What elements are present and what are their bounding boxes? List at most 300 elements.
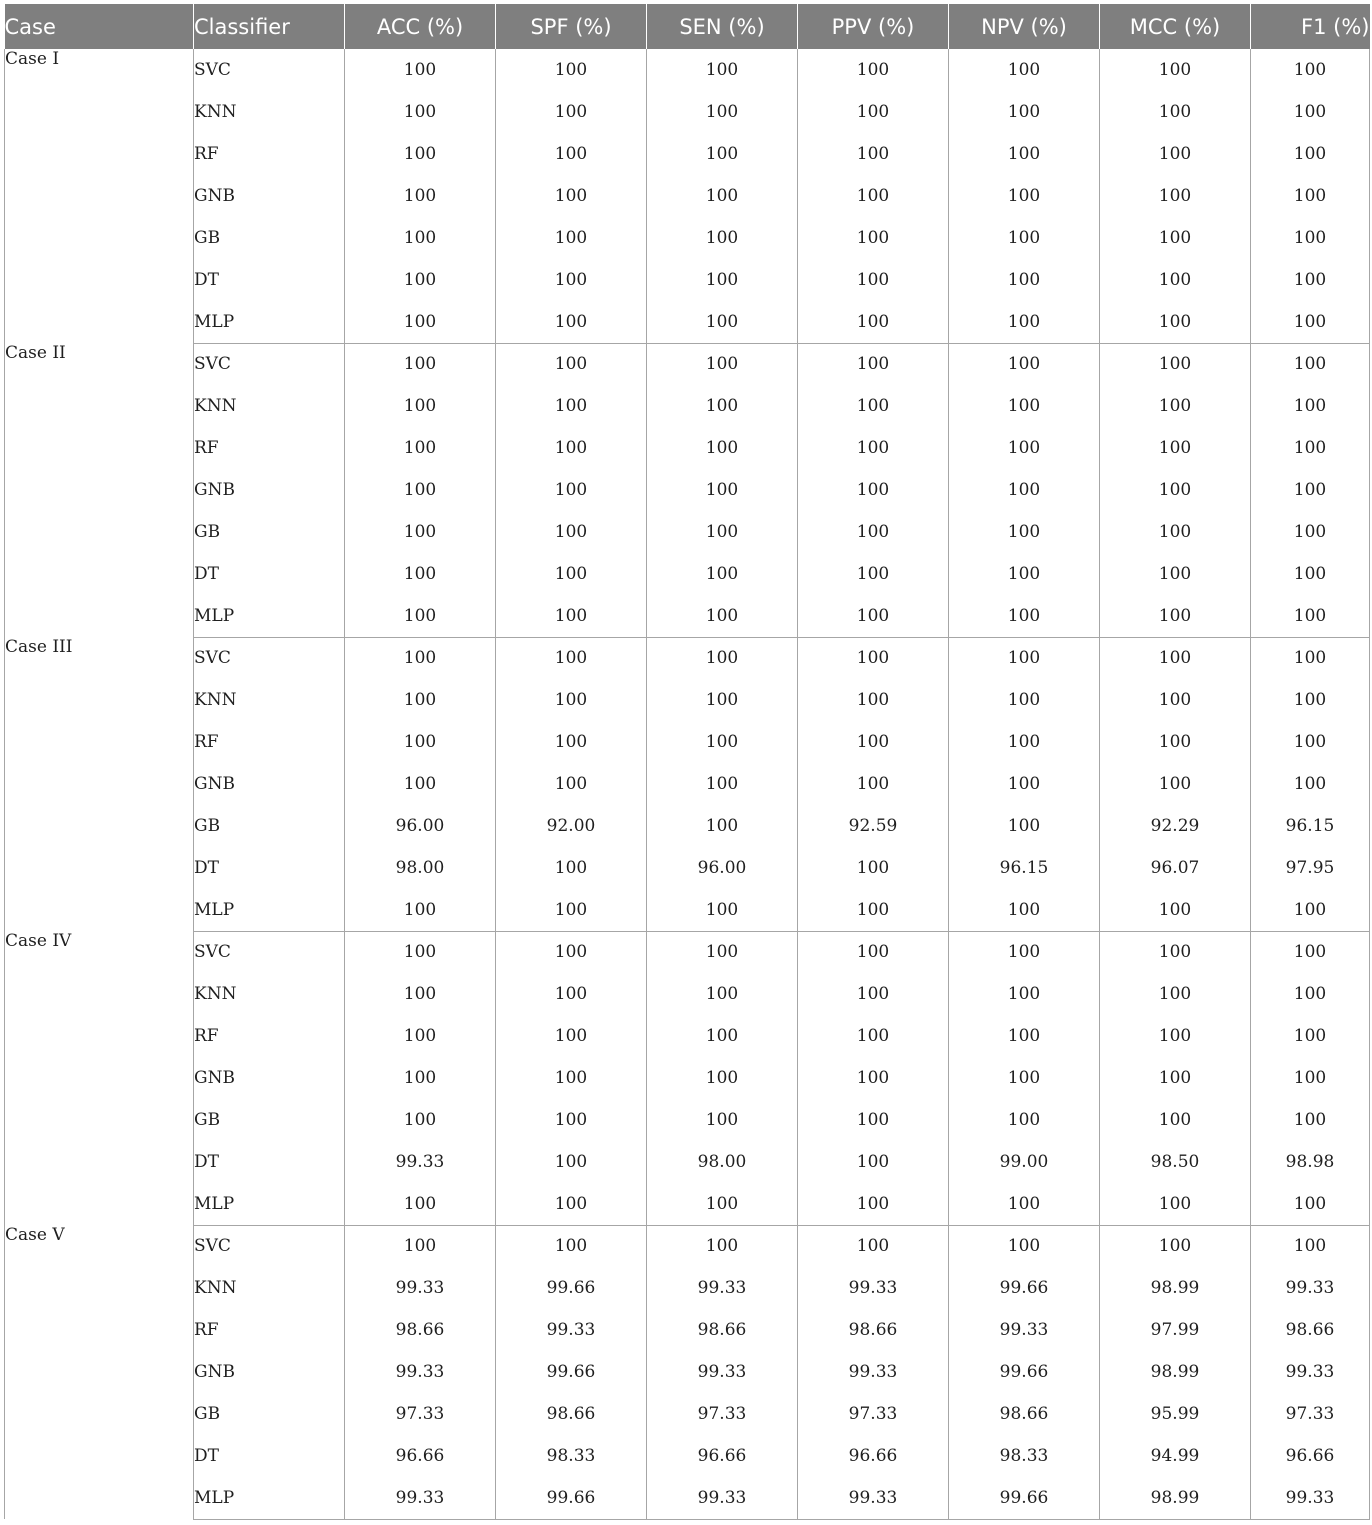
ppv-cell: 100 [798,217,949,259]
table-header [5,4,1370,49]
sen-cell: 100 [647,721,798,763]
mcc-cell: 100 [1100,511,1251,553]
acc-cell: 99.33 [345,1141,496,1183]
npv-cell: 100 [949,343,1100,385]
acc-cell: 100 [345,973,496,1015]
classifier-cell: GB [194,805,345,847]
spf-cell: 92.00 [496,805,647,847]
spf-cell: 100 [496,133,647,175]
classifier-cell: KNN [194,679,345,721]
mcc-cell: 92.29 [1100,805,1251,847]
mcc-cell: 100 [1100,763,1251,805]
sen-cell: 99.33 [647,1267,798,1309]
table-row [5,1015,1370,1057]
mcc-cell: 100 [1100,1099,1251,1141]
table-row [5,217,1370,259]
mcc-cell: 100 [1100,1057,1251,1099]
classifier-cell: DT [194,553,345,595]
ppv-cell: 100 [798,721,949,763]
acc-cell: 100 [345,175,496,217]
classifier-cell: GB [194,1099,345,1141]
table-row [5,343,1370,385]
npv-cell: 100 [949,259,1100,301]
sen-cell: 98.66 [647,1309,798,1351]
mcc-cell: 100 [1100,175,1251,217]
acc-cell: 99.33 [345,1351,496,1393]
ppv-cell: 100 [798,1141,949,1183]
table-row [5,301,1370,343]
npv-cell: 98.33 [949,1435,1100,1477]
classifier-cell: SVC [194,343,345,385]
ppv-cell: 100 [798,427,949,469]
acc-cell: 100 [345,1099,496,1141]
table-row [5,1183,1370,1225]
header-classifier: Classifier [194,4,345,49]
header-acc: ACC (%) [345,4,496,49]
npv-cell: 100 [949,427,1100,469]
acc-cell: 100 [345,637,496,679]
acc-cell: 100 [345,259,496,301]
sen-cell: 100 [647,1099,798,1141]
sen-cell: 99.33 [647,1351,798,1393]
acc-cell: 99.33 [345,1267,496,1309]
mcc-cell: 100 [1100,931,1251,973]
header-sen: SEN (%) [647,4,798,49]
table-row [5,175,1370,217]
classifier-cell: RF [194,721,345,763]
sen-cell: 100 [647,343,798,385]
acc-cell: 97.33 [345,1393,496,1435]
mcc-cell: 100 [1100,217,1251,259]
table-row [5,1309,1370,1351]
case-label: Case I [5,49,194,343]
mcc-cell: 100 [1100,1183,1251,1225]
mcc-cell: 100 [1100,385,1251,427]
f1-cell: 100 [1251,427,1370,469]
mcc-cell: 100 [1100,301,1251,343]
spf-cell: 99.33 [496,1309,647,1351]
spf-cell: 100 [496,1099,647,1141]
f1-cell: 99.33 [1251,1351,1370,1393]
table-row [5,721,1370,763]
ppv-cell: 97.33 [798,1393,949,1435]
npv-cell: 96.15 [949,847,1100,889]
f1-cell: 98.98 [1251,1141,1370,1183]
spf-cell: 100 [496,637,647,679]
ppv-cell: 100 [798,1099,949,1141]
sen-cell: 100 [647,595,798,637]
mcc-cell: 100 [1100,343,1251,385]
classifier-cell: DT [194,1435,345,1477]
classifier-cell: DT [194,1141,345,1183]
spf-cell: 100 [496,301,647,343]
npv-cell: 100 [949,511,1100,553]
sen-cell: 100 [647,931,798,973]
sen-cell: 100 [647,889,798,931]
sen-cell: 100 [647,1015,798,1057]
acc-cell: 100 [345,49,496,91]
spf-cell: 100 [496,679,647,721]
f1-cell: 96.15 [1251,805,1370,847]
acc-cell: 100 [345,217,496,259]
npv-cell: 100 [949,91,1100,133]
mcc-cell: 100 [1100,133,1251,175]
acc-cell: 100 [345,427,496,469]
classifier-cell: MLP [194,595,345,637]
classifier-cell: RF [194,1015,345,1057]
table-row [5,511,1370,553]
sen-cell: 100 [647,217,798,259]
ppv-cell: 100 [798,889,949,931]
header-ppv: PPV (%) [798,4,949,49]
f1-cell: 97.33 [1251,1393,1370,1435]
f1-cell: 100 [1251,217,1370,259]
acc-cell: 100 [345,511,496,553]
ppv-cell: 98.66 [798,1309,949,1351]
header-npv: NPV (%) [949,4,1100,49]
spf-cell: 100 [496,973,647,1015]
spf-cell: 100 [496,49,647,91]
f1-cell: 100 [1251,49,1370,91]
acc-cell: 96.00 [345,805,496,847]
acc-cell: 99.33 [345,1477,496,1519]
npv-cell: 100 [949,637,1100,679]
f1-cell: 100 [1251,1015,1370,1057]
table-body [5,49,1370,1519]
table-row [5,889,1370,931]
f1-cell: 100 [1251,1057,1370,1099]
case-label: Case V [5,1225,194,1519]
spf-cell: 100 [496,259,647,301]
ppv-cell: 100 [798,553,949,595]
spf-cell: 99.66 [496,1477,647,1519]
sen-cell: 100 [647,637,798,679]
ppv-cell: 100 [798,931,949,973]
f1-cell: 99.33 [1251,1267,1370,1309]
mcc-cell: 100 [1100,1225,1251,1267]
spf-cell: 99.66 [496,1351,647,1393]
acc-cell: 100 [345,385,496,427]
acc-cell: 100 [345,889,496,931]
mcc-cell: 100 [1100,973,1251,1015]
sen-cell: 100 [647,175,798,217]
classifier-cell: RF [194,133,345,175]
results-table [4,4,1370,1520]
classifier-cell: SVC [194,49,345,91]
sen-cell: 96.00 [647,847,798,889]
sen-cell: 100 [647,49,798,91]
classifier-cell: MLP [194,889,345,931]
classifier-cell: GB [194,511,345,553]
acc-cell: 100 [345,133,496,175]
npv-cell: 100 [949,1015,1100,1057]
mcc-cell: 100 [1100,679,1251,721]
npv-cell: 100 [949,133,1100,175]
npv-cell: 100 [949,469,1100,511]
table-row [5,973,1370,1015]
classifier-cell: GNB [194,469,345,511]
ppv-cell: 100 [798,1015,949,1057]
spf-cell: 100 [496,1057,647,1099]
mcc-cell: 100 [1100,889,1251,931]
mcc-cell: 98.50 [1100,1141,1251,1183]
sen-cell: 100 [647,427,798,469]
ppv-cell: 100 [798,133,949,175]
classifier-cell: KNN [194,91,345,133]
header-spf: SPF (%) [496,4,647,49]
ppv-cell: 100 [798,679,949,721]
f1-cell: 100 [1251,1183,1370,1225]
f1-cell: 100 [1251,595,1370,637]
npv-cell: 100 [949,763,1100,805]
classifier-cell: RF [194,1309,345,1351]
classifier-cell: GB [194,217,345,259]
spf-cell: 100 [496,1141,647,1183]
table-row [5,133,1370,175]
ppv-cell: 100 [798,637,949,679]
mcc-cell: 100 [1100,259,1251,301]
f1-cell: 100 [1251,1099,1370,1141]
mcc-cell: 100 [1100,1015,1251,1057]
ppv-cell: 100 [798,175,949,217]
npv-cell: 99.33 [949,1309,1100,1351]
classifier-cell: GNB [194,175,345,217]
ppv-cell: 99.33 [798,1267,949,1309]
acc-cell: 100 [345,679,496,721]
spf-cell: 100 [496,763,647,805]
mcc-cell: 96.07 [1100,847,1251,889]
mcc-cell: 100 [1100,637,1251,679]
f1-cell: 100 [1251,175,1370,217]
acc-cell: 100 [345,91,496,133]
npv-cell: 100 [949,217,1100,259]
acc-cell: 100 [345,1015,496,1057]
sen-cell: 100 [647,763,798,805]
mcc-cell: 94.99 [1100,1435,1251,1477]
spf-cell: 100 [496,595,647,637]
acc-cell: 98.00 [345,847,496,889]
ppv-cell: 100 [798,469,949,511]
f1-cell: 100 [1251,637,1370,679]
sen-cell: 100 [647,511,798,553]
table-row [5,1351,1370,1393]
ppv-cell: 100 [798,385,949,427]
table-row [5,847,1370,889]
ppv-cell: 100 [798,91,949,133]
spf-cell: 100 [496,553,647,595]
spf-cell: 100 [496,1183,647,1225]
f1-cell: 100 [1251,91,1370,133]
table-row [5,1393,1370,1435]
f1-cell: 100 [1251,679,1370,721]
f1-cell: 100 [1251,133,1370,175]
spf-cell: 100 [496,1225,647,1267]
f1-cell: 100 [1251,721,1370,763]
sen-cell: 100 [647,679,798,721]
spf-cell: 100 [496,889,647,931]
npv-cell: 100 [949,385,1100,427]
acc-cell: 100 [345,343,496,385]
f1-cell: 96.66 [1251,1435,1370,1477]
mcc-cell: 100 [1100,427,1251,469]
sen-cell: 100 [647,805,798,847]
ppv-cell: 96.66 [798,1435,949,1477]
table-row [5,1057,1370,1099]
ppv-cell: 100 [798,1225,949,1267]
npv-cell: 100 [949,889,1100,931]
npv-cell: 100 [949,931,1100,973]
table-row [5,49,1370,91]
spf-cell: 98.66 [496,1393,647,1435]
npv-cell: 99.00 [949,1141,1100,1183]
mcc-cell: 98.99 [1100,1267,1251,1309]
spf-cell: 100 [496,385,647,427]
ppv-cell: 92.59 [798,805,949,847]
npv-cell: 100 [949,973,1100,1015]
spf-cell: 100 [496,175,647,217]
f1-cell: 100 [1251,1225,1370,1267]
acc-cell: 100 [345,1057,496,1099]
ppv-cell: 100 [798,301,949,343]
classifier-cell: GNB [194,1351,345,1393]
classifier-cell: MLP [194,1183,345,1225]
table-row [5,595,1370,637]
table-row [5,469,1370,511]
f1-cell: 100 [1251,385,1370,427]
npv-cell: 100 [949,175,1100,217]
sen-cell: 100 [647,553,798,595]
acc-cell: 100 [345,553,496,595]
header-case: Case [5,4,194,49]
ppv-cell: 100 [798,763,949,805]
f1-cell: 100 [1251,973,1370,1015]
header-mcc: MCC (%) [1100,4,1251,49]
f1-cell: 100 [1251,469,1370,511]
npv-cell: 100 [949,1225,1100,1267]
sen-cell: 100 [647,469,798,511]
table-row [5,259,1370,301]
ppv-cell: 100 [798,259,949,301]
mcc-cell: 97.99 [1100,1309,1251,1351]
npv-cell: 99.66 [949,1267,1100,1309]
acc-cell: 100 [345,763,496,805]
table-row [5,805,1370,847]
acc-cell: 100 [345,1225,496,1267]
ppv-cell: 100 [798,595,949,637]
table-row [5,637,1370,679]
classifier-cell: SVC [194,637,345,679]
table-row [5,1477,1370,1519]
classifier-cell: MLP [194,301,345,343]
classifier-cell: RF [194,427,345,469]
f1-cell: 100 [1251,259,1370,301]
npv-cell: 99.66 [949,1477,1100,1519]
mcc-cell: 95.99 [1100,1393,1251,1435]
table-row [5,427,1370,469]
table-row [5,1435,1370,1477]
ppv-cell: 100 [798,1057,949,1099]
acc-cell: 100 [345,469,496,511]
ppv-cell: 99.33 [798,1477,949,1519]
spf-cell: 100 [496,721,647,763]
npv-cell: 100 [949,301,1100,343]
acc-cell: 100 [345,721,496,763]
ppv-cell: 100 [798,847,949,889]
spf-cell: 100 [496,1015,647,1057]
ppv-cell: 100 [798,343,949,385]
classifier-cell: SVC [194,1225,345,1267]
sen-cell: 100 [647,385,798,427]
spf-cell: 100 [496,91,647,133]
classifier-cell: KNN [194,1267,345,1309]
table-row [5,931,1370,973]
ppv-cell: 100 [798,973,949,1015]
case-label: Case II [5,343,194,637]
classifier-cell: GNB [194,1057,345,1099]
f1-cell: 100 [1251,553,1370,595]
sen-cell: 100 [647,1183,798,1225]
sen-cell: 96.66 [647,1435,798,1477]
f1-cell: 100 [1251,931,1370,973]
acc-cell: 100 [345,1183,496,1225]
spf-cell: 100 [496,931,647,973]
table-row [5,1099,1370,1141]
table-row [5,385,1370,427]
spf-cell: 100 [496,427,647,469]
acc-cell: 98.66 [345,1309,496,1351]
table-row [5,553,1370,595]
case-label: Case III [5,637,194,931]
classifier-cell: KNN [194,973,345,1015]
table-row [5,1225,1370,1267]
spf-cell: 99.66 [496,1267,647,1309]
f1-cell: 97.95 [1251,847,1370,889]
npv-cell: 100 [949,595,1100,637]
classifier-cell: SVC [194,931,345,973]
acc-cell: 100 [345,301,496,343]
classifier-cell: KNN [194,385,345,427]
npv-cell: 100 [949,553,1100,595]
npv-cell: 100 [949,1183,1100,1225]
spf-cell: 100 [496,343,647,385]
ppv-cell: 100 [798,511,949,553]
classifier-cell: DT [194,847,345,889]
table-row [5,763,1370,805]
case-label: Case IV [5,931,194,1225]
header-row [5,4,1370,49]
classifier-cell: DT [194,259,345,301]
sen-cell: 100 [647,301,798,343]
sen-cell: 97.33 [647,1393,798,1435]
mcc-cell: 100 [1100,469,1251,511]
sen-cell: 100 [647,1057,798,1099]
classifier-cell: GB [194,1393,345,1435]
spf-cell: 100 [496,217,647,259]
ppv-cell: 100 [798,1183,949,1225]
npv-cell: 98.66 [949,1393,1100,1435]
sen-cell: 100 [647,133,798,175]
f1-cell: 100 [1251,343,1370,385]
npv-cell: 100 [949,805,1100,847]
mcc-cell: 98.99 [1100,1477,1251,1519]
npv-cell: 100 [949,1099,1100,1141]
header-f1: F1 (%) [1251,4,1370,49]
mcc-cell: 98.99 [1100,1351,1251,1393]
spf-cell: 100 [496,511,647,553]
sen-cell: 100 [647,91,798,133]
f1-cell: 100 [1251,511,1370,553]
mcc-cell: 100 [1100,49,1251,91]
